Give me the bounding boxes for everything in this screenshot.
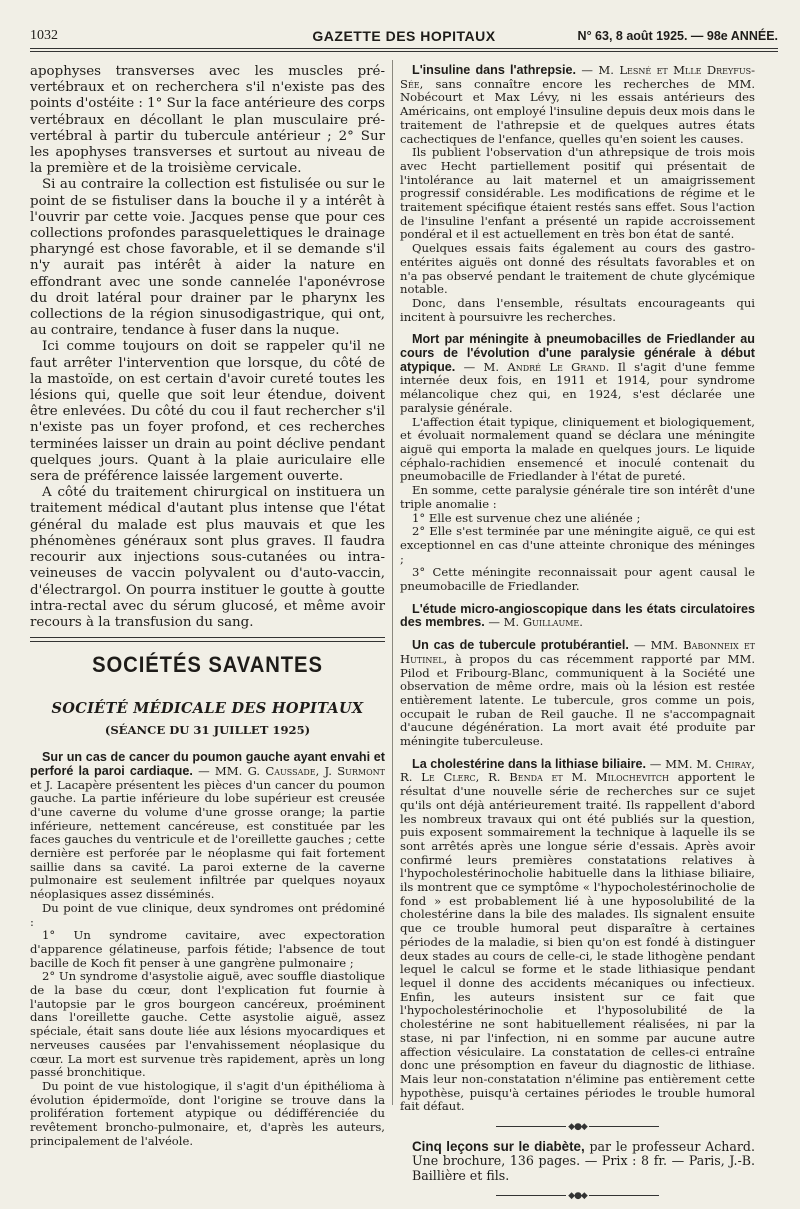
paragraph: Ici comme toujours on doit se rappeler qu'il ne faut arrêter l'intervention que lorsque, du côté de la mastoïde, on est certain d'avoir cureté toutes les lésions qui, quelle que soit leur étendue, doivent être enlevées. Du côté du cou il faut rechercher s'il n'existe pas un foyer profond, et ces recherches terminées laisser un drain au point déclive pendant quelques jours. Quant à la plaie auriculaire elle sera de préférence laissée largement ouverte. <box>30 339 385 485</box>
article-authors: MM. G. Caussade, J. Surmont <box>214 763 385 778</box>
article-authors: M. Guillaume. <box>503 615 583 630</box>
article-title: Un cas de tubercule protubérantiel. <box>412 638 629 653</box>
section-rule-double <box>30 641 385 642</box>
paragraph: 2° Elle s'est terminée par une méningite aiguë, ce qui est exceptionnel en cas d'une atteinte chronique des méninges ; <box>400 524 755 566</box>
article-title: L'étude micro-angioscopique dans les états circulatoires des membres. <box>400 601 755 630</box>
left-column <box>30 64 385 1149</box>
paragraph: 1° Un syndrome cavitaire, avec expectoration d'apparence gélatineuse, parfois fétide; l'absence de tout bacille de Koch fit penser à une gangrène pulmonaire ; <box>30 928 385 970</box>
paragraph: Du point de vue histologique, il s'agit d'un épithélioma à évolution épidermoïde, dont l'origine se trouve dans la prolifération fortement atypique ou dédifférenciée du revêtement broncho-pulmonaire, et, d'après les auteurs, principalement de l'alvéole. <box>30 1078 385 1148</box>
paragraph: Ils publient l'observation d'un athrepsique de trois mois avec Hecht partiellement positif qui présentait de l'intolérance au lait maternel et un amaigrissement progressif considérable. Les modifications de régime et le traitement spécifique étaient restés sans effet. Sous l'action de l'insuline l'enfant a présenté un rapide accroissement pondéral et il est actuellement en très bon état de santé. <box>400 145 755 242</box>
journal-title: GAZETTE DES HOPITAUX <box>312 28 496 44</box>
article-title: La cholestérine dans la lithiase biliaire. <box>412 756 647 771</box>
society-name: SOCIÉTÉ MÉDICALE DES HOPITAUX <box>51 700 364 718</box>
continued-article <box>30 64 385 631</box>
article-cholesterine: La cholestérine dans la lithiase biliaire. — MM. M. Chiray, R. Le Clerc, R. Benda et M. Milochevitch apportent le résultat d'une nouvelle série de recherches sur ce sujet qu'ils ont déjà antérieurement traité. Ils rappellent d'abord les nombreux travaux qui ont été publiés sur la question, puis exposent sommairement la technique à laquelle ils se sont arrêtés après une longue série d'essais. Après avoir confirmé leurs premières constatations relatives à l'hypocholestérinocholie habituelle dans la lithiase biliaire, ils montrent que ce symptôme « l'hypocholestérinocholie de fond » est probablement lié à une hyposolubilité de la cholestérine dans la bile des malades. Ils signalent ensuite que ce trouble humoral peut disparaître à certaines périodes de la maladie, si bien qu'on est fondé à distinguer deux stades au cours de celle-ci, le stade lithogène pendant lequel le calcul se forme et le stade lithiasique pendant lequel il donne des accidents mécaniques ou infectieux. Enfin, les auteurs insistent sur ce fait que l'hypocholestérinocholie et l'hyposolubilité de la cholestérine ne sont habituellement réalisées, ni par la stase, ni par l'infection, ni en somme par aucune autre affection vésiculaire. La constatation de celles-ci entraîne donc une présomption en faveur du diagnostic de lithiase. Mais leur non-constatation n'élimine pas entièrement cette hypothèse, puisqu'à certaines périodes le trouble humoral fait défaut. <box>400 756 756 1114</box>
article-meningite: Mort par méningite à pneumobacilles de Friedlander au cours de l'évolution d'une paralysie générale à début atypique. — M. André Le Grand. Il s'agit d'une femme internée deux fois, en 1911 et 1914, pour syndrome mélancolique chez qui, en 1924, s'est déclarée une paralysie générale. L'affection était typique, cliniquement et biologiquement, et évoluait normalement quand se déclara une méningite aiguë qui emporta la malade en quelques jours. Le liquide céphalo-rachidien ensemencé et inoculé contenait du pneumobacille de Friedlander à l'état de pureté. En somme, cette paralysie générale tire son intérêt d'une triple anomalie : 1° Elle est survenue chez une aliénée ; 2° Elle s'est terminée par une méningite aiguë, ce qui est exceptionnel en cas d'une atteinte chronique des méninges ; 3° Cette méningite reconnaissait pour agent causal le pneumobacille de Friedlander. <box>400 332 755 594</box>
column-divider <box>392 60 393 1105</box>
right-column <box>400 64 755 1209</box>
ornament-divider: ◆●◆ <box>400 1122 755 1132</box>
paragraph: Quelques essais faits également au cours des gastro-entérites aiguës ont donné des résultats favorables et on n'a pas observé pendant le traitement de chute glycémique notable. <box>400 241 755 297</box>
article-body: sans connaître encore les recherches de MM. Nobécourt et Max Lévy, ni les essais antérieurs des Américains, ont employé l'insuline depuis deux mois dans le traitement de l'athrepsie et de quelques autres états cachectiques de l'enfance, quelles qu'en soient les causes. <box>400 76 756 146</box>
session-date: (SÉANCE DU 31 JUILLET 1925) <box>104 723 311 738</box>
article-insuline: L'insuline dans l'athrepsie. — M. Lesné et Mlle Dreyfus-Sée, sans connaître encore les recherches de MM. Nobécourt et Max Lévy, ni les essais antérieurs des Américains, ont employé l'insuline depuis deux mois dans le traitement de l'athrepsie et de quelques autres états cachectiques de l'enfance, quelles qu'en soient les causes. Ils publient l'observation d'un athrepsique de trois mois avec Hecht partiellement positif qui présentait de l'intolérance au lait maternel et un amaigrissement progressif considérable. Les modifications de régime et le traitement spécifique étaient restés sans effet. Sous l'action de l'insuline l'enfant a présenté un rapide accroissement pondéral et il est actuellement en très bon état de santé. Quelques essais faits également au cours des gastro-entérites aiguës ont donné des résultats favorables et on n'a pas observé pendant le traitement de chute glycémique notable. Donc, dans l'ensemble, résultats encourageants qui incitent à poursuivre les recherches. <box>400 63 756 324</box>
article-title: Sur un cas de cancer du poumon gauche ayant envahi et perforé la paroi cardiaque. <box>30 750 385 778</box>
book-notice <box>400 1140 755 1183</box>
article-body: Il s'agit d'une femme internée deux fois, en 1911 et 1914, pour syndrome mélancolique chez qui, en 1924, s'est déclarée une paralysie générale. <box>400 359 755 415</box>
paragraph: En somme, cette paralysie générale tire son intérêt d'une triple anomalie : <box>400 483 755 511</box>
article-authors: M. Lesné et Mlle Dreyfus-Sée, <box>400 63 755 91</box>
section-rule <box>30 637 385 638</box>
book-details: par le professeur Achard. Une brochure, 136 pages. — Prix : 8 fr. — Paris, J.-B. Baillière et fils. <box>412 1139 755 1183</box>
issue-info: N° 63, 8 août 1925. — 98e ANNÉE. <box>577 29 778 43</box>
article-angioscopie: L'étude micro-angioscopique dans les états circulatoires des membres. — M. Guillaume. <box>400 601 755 630</box>
paragraph: L'affection était typique, cliniquement et biologiquement, et évoluait normalement quand se déclara une méningite aiguë qui emporta la malade en quelques jours. Le liquide céphalo-rachidien ensemencé et inoculé contenait du pneumobacille de Friedlander à l'état de pureté. <box>400 414 755 484</box>
article-authors: MM. Babonneix et Hutinel, <box>400 638 755 666</box>
running-header <box>30 26 778 48</box>
header-rule <box>30 48 778 49</box>
article-cancer: Sur un cas de cancer du poumon gauche ayant envahi et perforé la paroi cardiaque. — MM. G. Caussade, J. Surmont et J. Lacapère présentent les pièces d'un cancer du poumon gauche. La partie inférieure du lobe supérieur est creusée d'une caverne du volume d'une grosse orange; la partie inférieure, nettement cancéreuse, est constituée par les faces gauches du ventricule et de l'oreillette gauches ; cette dernière est perforée par le néoplasme qui fait fortement saillie dans sa cavité. La paroi externe de la caverne pulmonaire est seulement infiltrée par quelques noyaux néoplasiques assez disséminés. Du point de vue clinique, deux syndromes ont prédominé : 1° Un syndrome cavitaire, avec expectoration d'apparence gélatineuse, parfois fétide; l'absence de tout bacille de Koch fit penser à une gangrène pulmonaire ; 2° Un syndrome d'asystolie aiguë, avec souffle diastolique de la base du cœur, dont l'explication fut fournie à l'autopsie par le gros bourgeon cancéreux, proéminent dans l'oreillette gauche. Cette asystolie aiguë, assez spéciale, était sans doute liée aux lésions myocardiques et nerveuses causées par l'envahissement néoplasique du cœur. La mort est survenue très rapidement, après un long passé bronchitique. Du point de vue histologique, il s'agit d'un épithélioma à évolution épidermoïde, dont l'origine se trouve dans la prolifération fortement atypique ou dédifférenciée du revêtement broncho-pulmonaire, et, d'après les auteurs, principalement de l'alvéole. <box>30 750 385 1148</box>
section-title: SOCIÉTÉS SAVANTES <box>92 652 323 678</box>
paragraph: 2° Un syndrome d'asystolie aiguë, avec souffle diastolique de la base du cœur, dont l'explication fut fournie à l'autopsie par le gros bourgeon cancéreux, proéminent dans l'oreillette gauche. Cette asystolie aiguë, assez spéciale, était sans doute liée aux lésions myocardiques et nerveuses causées par l'envahissement néoplasique du cœur. La mort est survenue très rapidement, après un long passé bronchitique. <box>30 969 385 1080</box>
article-tubercule: Un cas de tubercule protubérantiel. — MM. Babonneix et Hutinel, à propos du cas récemment rapporté par MM. Pilod et Fribourg-Blanc, communiquent à la Société une observation de même ordre, mais où la lésion est restée entièrement latente. Le tubercule, gros comme un pois, occupait le ruban de Reil gauche. Il ne s'accompagnait d'aucune dégénération. La mort avait été produite par méningite tuberculeuse. <box>400 638 755 749</box>
paragraph: Donc, dans l'ensemble, résultats encourageants qui incitent à poursuivre les recherches. <box>400 295 755 324</box>
article-title: L'insuline dans l'athrepsie. <box>412 63 577 77</box>
book-title: Cinq leçons sur le diabète, <box>412 1139 585 1155</box>
article-title: Mort par méningite à pneumobacilles de Friedlander au cours de l'évolution d'une paralysie générale à début atypique. <box>400 332 755 374</box>
paragraph: 1° Elle est survenue chez une aliénée ; <box>412 510 641 525</box>
page-number: 1032 <box>30 28 58 43</box>
article-body: apportent le résultat d'une nouvelle série de recherches sur ce sujet qu'ils ont déjà antérieurement traité. Ils rappellent d'abord les nombreux travaux qui ont été publiés sur la question, puis exposent sommairement la technique à laquelle ils se sont arrêtés après une longue série d'essais. Après avoir confirmé leurs premières constatations relatives à l'hypocholestérinocholie habituelle dans la lithiase biliaire, ils montrent que ce symptôme « l'hypocholestérinocholie de fond » est probablement lié à une hyposolubilité de la cholestérine dans la bile des malades. Ils signalent ensuite que ce trouble humoral peut disparaître à certaines périodes de la maladie, si bien qu'on est fondé à distinguer deux stades au cours de celle-ci, le stade lithogène pendant lequel le calcul se forme et le stade lithiasique pendant lequel il donne des accidents mécaniques ou infectieux. Enfin, les auteurs insistent sur ce fait que l'hypocholestérinocholie et l'hyposolubilité de la cholestérine ne sont habituellement réalisées, ni par la stase, ni par l'infection, ni en somme par aucune autre affection vésiculaire. La constatation de celles-ci entraîne donc une présomption en faveur du diagnostic de lithiase. Mais leur non-constatation n'élimine pas entièrement cette hypothèse, puisqu'à certaines périodes le trouble humoral fait défaut. <box>400 770 756 1114</box>
article-body: à propos du cas récemment rapporté par MM. Pilod et Fribourg-Blanc, communiquent à la Société une observation de même ordre, mais où la lésion est restée entièrement latente. Le tubercule, gros comme un pois, occupait le ruban de Reil gauche. Il ne s'accompagnait d'aucune dégénération. La mort avait été produite par méningite tuberculeuse. <box>400 651 755 749</box>
paragraph: 3° Cette méningite reconnaissait pour agent causal le pneumobacille de Friedlander. <box>400 565 755 594</box>
ornament-divider-bottom: ◆●◆ <box>400 1191 755 1201</box>
article-body: et J. Lacapère présentent les pièces d'un cancer du poumon gauche. La partie inférieure du lobe supérieur est creusée d'une caverne du volume d'une grosse orange; la partie inférieure, nettement cancéreuse, est constituée par les faces gauches du ventricule et de l'oreillette gauches ; cette dernière est perforée par le néoplasme qui fait fortement saillie dans sa cavité. La paroi externe de la caverne pulmonaire est seulement infiltrée par quelques noyaux néoplasiques assez disséminés. <box>30 777 385 902</box>
paragraph: Si au contraire la collection est fistulisée ou sur le point de se fistuliser dans la bouche il y a intérêt à l'ouvrir par cette voie. Jacques pense que pour ces collections profondes parasquelettiques le drainage pharyngé est chose favorable, et il se demande s'il n'y aurait pas intérêt à aider la nature en effondrant avec une sonde cannelée l'aponévrose du droit latéral pour drainer par le pharynx les collections de la région sinusodigastrique, qui ont, au contraire, tendance à fuser dans la nuque. <box>30 177 385 339</box>
article-authors: M. André Le Grand. <box>483 359 610 374</box>
paragraph: apophyses transverses avec les muscles pré-vertébraux et on recherchera s'il n'existe pas des points d'ostéite : 1° Sur la face antérieure des corps vertébraux en décollant le plan musculaire pré-vertébral à partir du tubercule antérieur ; 2° Sur les apophyses transverses et surtout au niveau de la première et de la troisième cervicale. <box>30 64 385 177</box>
paragraph: Du point de vue clinique, deux syndromes ont prédominé : <box>30 900 385 929</box>
header-rule-double <box>30 51 778 52</box>
paragraph: A côté du traitement chirurgical on instituera un traitement médical d'autant plus intense que l'état général du malade est plus mauvais et que les phénomènes généraux sont plus graves. Il faudra recourir aux injections sous-cutanées ou intra-veineuses de vaccin polyvalent ou d'auto-vaccin, d'électrargol. On pourra instituer le goutte à goutte intra-rectal avec du sérum glucosé, et même avoir recours à la transfusion du sang. <box>30 485 385 630</box>
article-authors: MM. M. Chiray, R. Le Clerc, R. Benda et M. Milochevitch <box>400 756 755 785</box>
